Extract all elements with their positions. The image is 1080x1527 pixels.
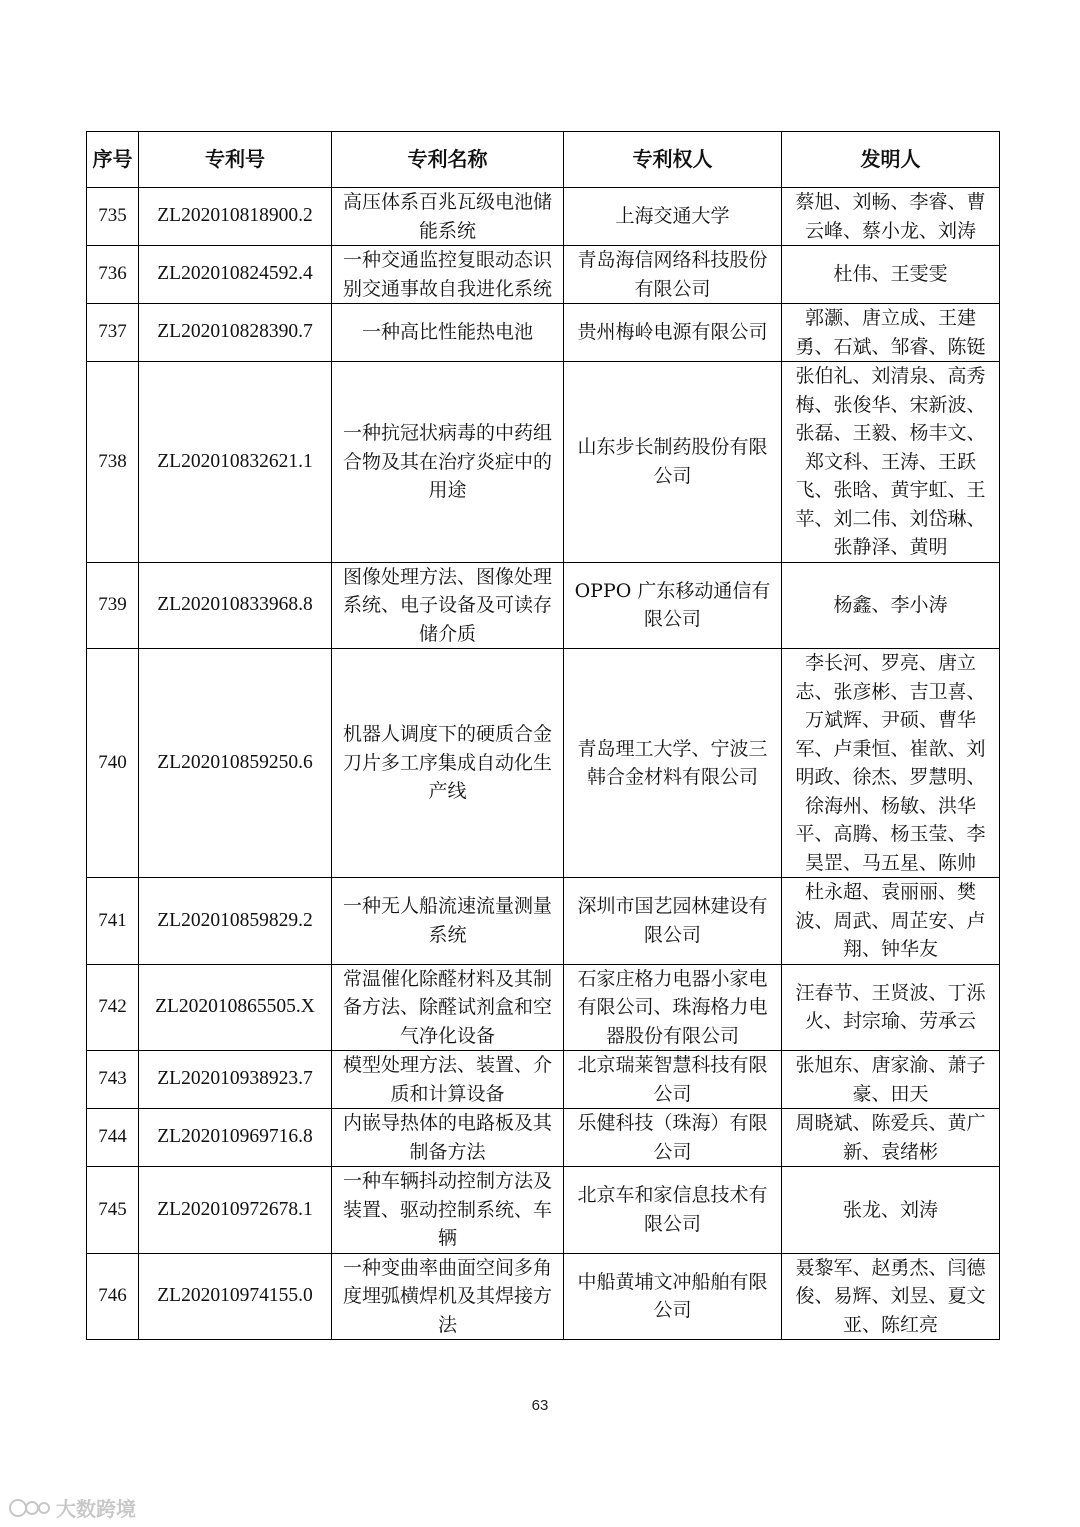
cell-patent-name: 一种交通监控复眼动态识别交通事故自我进化系统 — [332, 246, 564, 304]
cell-seq: 746 — [87, 1253, 139, 1340]
cell-patent-no: ZL202010833968.8 — [139, 562, 332, 649]
patent-table — [86, 131, 1000, 1340]
cell-patent-holder: 中船黄埔文冲船舶有限公司 — [564, 1253, 782, 1340]
cell-inventors: 周晓斌、陈爱兵、黄广新、袁绪彬 — [782, 1109, 1000, 1167]
table-row — [87, 188, 1000, 246]
cell-patent-no: ZL202010974155.0 — [139, 1253, 332, 1340]
cell-seq: 737 — [87, 304, 139, 362]
cell-seq: 738 — [87, 362, 139, 563]
cell-patent-holder: 青岛海信网络科技股份有限公司 — [564, 246, 782, 304]
cell-patent-no: ZL202010859829.2 — [139, 878, 332, 965]
watermark-text: 大数跨境 — [56, 1497, 136, 1521]
cell-patent-no: ZL202010972678.1 — [139, 1167, 332, 1254]
cell-seq: 743 — [87, 1051, 139, 1109]
cell-patent-holder: 乐健科技（珠海）有限公司 — [564, 1109, 782, 1167]
cell-patent-no: ZL202010969716.8 — [139, 1109, 332, 1167]
cell-patent-name: 一种抗冠状病毒的中药组合物及其在治疗炎症中的用途 — [332, 362, 564, 563]
cell-seq: 742 — [87, 964, 139, 1051]
cell-seq: 735 — [87, 188, 139, 246]
cell-patent-name: 一种高比性能热电池 — [332, 304, 564, 362]
cell-patent-name: 模型处理方法、装置、介质和计算设备 — [332, 1051, 564, 1109]
cell-patent-holder: 北京车和家信息技术有限公司 — [564, 1167, 782, 1254]
cell-patent-holder: 山东步长制药股份有限公司 — [564, 362, 782, 563]
header-seq: 序号 — [87, 132, 139, 188]
cell-patent-holder: 石家庄格力电器小家电有限公司、珠海格力电器股份有限公司 — [564, 964, 782, 1051]
cell-patent-holder: OPPO 广东移动通信有限公司 — [564, 562, 782, 649]
cell-inventors: 蔡旭、刘畅、李睿、曹云峰、蔡小龙、刘涛 — [782, 188, 1000, 246]
cell-patent-no: ZL202010832621.1 — [139, 362, 332, 563]
cell-inventors: 杜永超、袁丽丽、樊波、周武、周芷安、卢翔、钟华友 — [782, 878, 1000, 965]
table-row — [87, 246, 1000, 304]
cell-patent-no: ZL202010828390.7 — [139, 304, 332, 362]
table-row — [87, 562, 1000, 649]
cell-inventors: 汪春节、王贤波、丁泺火、封宗瑜、劳承云 — [782, 964, 1000, 1051]
cell-inventors: 张伯礼、刘清泉、高秀梅、张俊华、宋新波、张磊、王毅、杨丰文、郑文科、王涛、王跃飞、张晗、黄宇虹、王苹、刘二伟、刘岱琳、张静泽、黄明 — [782, 362, 1000, 563]
table-row — [87, 1253, 1000, 1340]
cell-seq: 739 — [87, 562, 139, 649]
cell-seq: 741 — [87, 878, 139, 965]
cell-inventors: 李长河、罗亮、唐立志、张彦彬、吉卫喜、万斌辉、尹硕、曹华军、卢秉恒、崔歆、刘明政、徐杰、罗慧明、徐海州、杨敏、洪华平、高腾、杨玉莹、李昊罡、马五星、陈帅 — [782, 649, 1000, 878]
cell-patent-no: ZL202010818900.2 — [139, 188, 332, 246]
header-inventors: 发明人 — [782, 132, 1000, 188]
table-row — [87, 362, 1000, 563]
cell-seq: 740 — [87, 649, 139, 878]
cell-patent-holder: 北京瑞莱智慧科技有限公司 — [564, 1051, 782, 1109]
cell-patent-holder: 深圳市国艺园林建设有限公司 — [564, 878, 782, 965]
cell-inventors: 杨鑫、李小涛 — [782, 562, 1000, 649]
table-row — [87, 878, 1000, 965]
cell-patent-name: 常温催化除醛材料及其制备方法、除醛试剂盒和空气净化设备 — [332, 964, 564, 1051]
header-patent-name: 专利名称 — [332, 132, 564, 188]
cell-patent-name: 一种变曲率曲面空间多角度埋弧横焊机及其焊接方法 — [332, 1253, 564, 1340]
table-row — [87, 1051, 1000, 1109]
cell-patent-name: 图像处理方法、图像处理系统、电子设备及可读存储介质 — [332, 562, 564, 649]
table-row — [87, 1109, 1000, 1167]
cell-inventors: 杜伟、王雯雯 — [782, 246, 1000, 304]
header-patent-no: 专利号 — [139, 132, 332, 188]
cell-patent-name: 高压体系百兆瓦级电池储能系统 — [332, 188, 564, 246]
table-row — [87, 304, 1000, 362]
cell-patent-no: ZL202010824592.4 — [139, 246, 332, 304]
cell-patent-no: ZL202010865505.X — [139, 964, 332, 1051]
cell-patent-no: ZL202010938923.7 — [139, 1051, 332, 1109]
cell-inventors: 郭灏、唐立成、王建勇、石斌、邹睿、陈铤 — [782, 304, 1000, 362]
cell-patent-holder: 贵州梅岭电源有限公司 — [564, 304, 782, 362]
cell-patent-name: 内嵌导热体的电路板及其制备方法 — [332, 1109, 564, 1167]
cell-patent-name: 机器人调度下的硬质合金刀片多工序集成自动化生产线 — [332, 649, 564, 878]
header-patent-holder: 专利权人 — [564, 132, 782, 188]
table-row — [87, 1167, 1000, 1254]
cell-inventors: 张旭东、唐家渝、萧子豪、田天 — [782, 1051, 1000, 1109]
cell-inventors: 张龙、刘涛 — [782, 1167, 1000, 1254]
watermark-logo-icon — [8, 1495, 54, 1521]
cell-seq: 736 — [87, 246, 139, 304]
cell-seq: 744 — [87, 1109, 139, 1167]
cell-patent-name: 一种车辆抖动控制方法及装置、驱动控制系统、车辆 — [332, 1167, 564, 1254]
table-row — [87, 964, 1000, 1051]
cell-patent-holder: 青岛理工大学、宁波三韩合金材料有限公司 — [564, 649, 782, 878]
cell-patent-no: ZL202010859250.6 — [139, 649, 332, 878]
watermark — [8, 1493, 136, 1522]
table-header-row — [87, 132, 1000, 188]
cell-patent-holder: 上海交通大学 — [564, 188, 782, 246]
table-row — [87, 649, 1000, 878]
cell-patent-name: 一种无人船流速流量测量系统 — [332, 878, 564, 965]
cell-seq: 745 — [87, 1167, 139, 1254]
page-number: 63 — [531, 1397, 549, 1414]
cell-inventors: 聂黎军、赵勇杰、闫德俊、易辉、刘昱、夏文亚、陈红亮 — [782, 1253, 1000, 1340]
